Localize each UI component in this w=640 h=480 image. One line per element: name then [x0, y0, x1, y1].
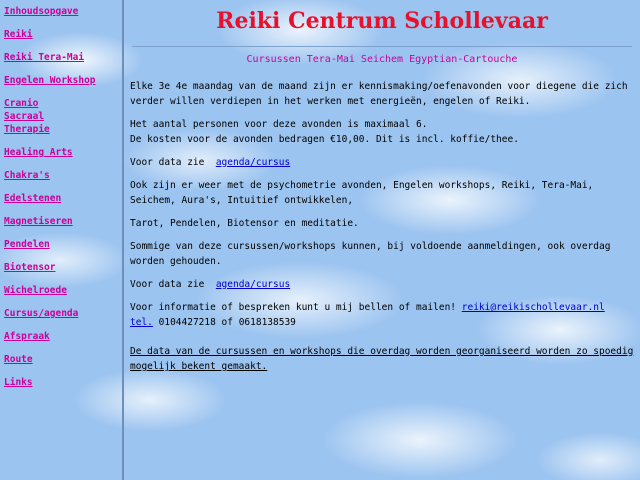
nav-item-biotensor[interactable]: Biotensor — [4, 262, 56, 273]
agenda-cursus-link[interactable]: agenda/cursus — [215, 157, 291, 168]
agenda-cursus-link-2[interactable]: agenda/cursus — [215, 279, 291, 290]
agenda-intro-text: Voor data zie — [130, 157, 205, 168]
paragraph-daytime: Sommige van deze cursussen/workshops kunnen, bij voldoende aanmeldingen, ook overdag worden gehouden. — [130, 241, 611, 267]
nav-item-wichelroede[interactable]: Wichelroede — [4, 285, 67, 296]
paragraph-agenda-1 — [130, 155, 634, 170]
nav-item-cranio-sacraal-therapie[interactable]: Cranio Sacraal Therapie — [4, 98, 50, 135]
costs-text: De kosten voor de avonden bedragen €10,00. Dit is incl. koffie/thee. — [130, 134, 519, 145]
contact-text: Voor informatie of bespreken kunt u mij bellen of mailen! — [130, 302, 457, 313]
title-divider — [132, 46, 632, 47]
nav-item-magnetiseren[interactable]: Magnetiseren — [4, 216, 73, 227]
nav-item-inhoudsopgave[interactable]: Inhoudsopgave — [4, 6, 79, 17]
nav-item-route[interactable]: Route — [4, 354, 33, 365]
nav-item-healing-arts[interactable]: Healing Arts — [4, 147, 73, 158]
page-subtitle: Cursussen Tera-Mai Seichem Egyptian-Cartouche — [246, 54, 518, 65]
tel-link[interactable]: tel. — [130, 317, 153, 328]
paragraph-workshops: Ook zijn er weer met de psychometrie avonden, Engelen workshops, Reiki, Tera-Mai, Seichem, Aura's, Intuitief ontwikkelen, — [130, 180, 594, 206]
nav-item-afspraak[interactable]: Afspraak — [4, 331, 50, 342]
nav-item-edelstenen[interactable]: Edelstenen — [4, 193, 62, 204]
paragraph-daytime-data — [130, 344, 634, 374]
page-title: Reiki Centrum Schollevaar — [216, 8, 548, 34]
content-body — [130, 79, 640, 374]
nav-list — [0, 0, 122, 389]
max-persons-text: Het aantal personen voor deze avonden is maximaal 6. — [130, 119, 428, 130]
nav-item-chakras[interactable]: Chakra's — [4, 170, 50, 181]
email-link[interactable]: reiki@reikischollevaar.nl — [461, 302, 605, 313]
main-content — [124, 0, 640, 480]
paragraph-topics: Tarot, Pendelen, Biotensor en meditatie. — [130, 218, 359, 229]
nav-item-engelen-workshop[interactable]: Engelen Workshop — [4, 75, 96, 86]
phone-numbers: 0104427218 of 0618138539 — [158, 317, 296, 328]
paragraph-costs — [130, 117, 634, 147]
nav-item-pendelen[interactable]: Pendelen — [4, 239, 50, 250]
daytime-data-link[interactable]: De data van de cursussen en workshops die overdag worden georganiseerd worden zo spoedig mogelijk bekent gemaakt. — [130, 346, 634, 372]
sidebar — [0, 0, 124, 480]
nav-item-links[interactable]: Links — [4, 377, 33, 388]
nav-item-reiki[interactable]: Reiki — [4, 29, 33, 40]
paragraph-agenda-2 — [130, 277, 634, 292]
agenda-intro-text-2: Voor data zie — [130, 279, 205, 290]
paragraph-intro: Elke 3e 4e maandag van de maand zijn er kennismaking/oefenavonden voor diegene die zich verder willen verdiepen in het werken met energieën, engelen of Reiki. — [130, 81, 628, 107]
nav-item-cursus-agenda[interactable]: Cursus/agenda — [4, 308, 79, 319]
paragraph-contact — [130, 300, 634, 330]
nav-item-reiki-tera-mai[interactable]: Reiki Tera-Mai — [4, 52, 85, 63]
